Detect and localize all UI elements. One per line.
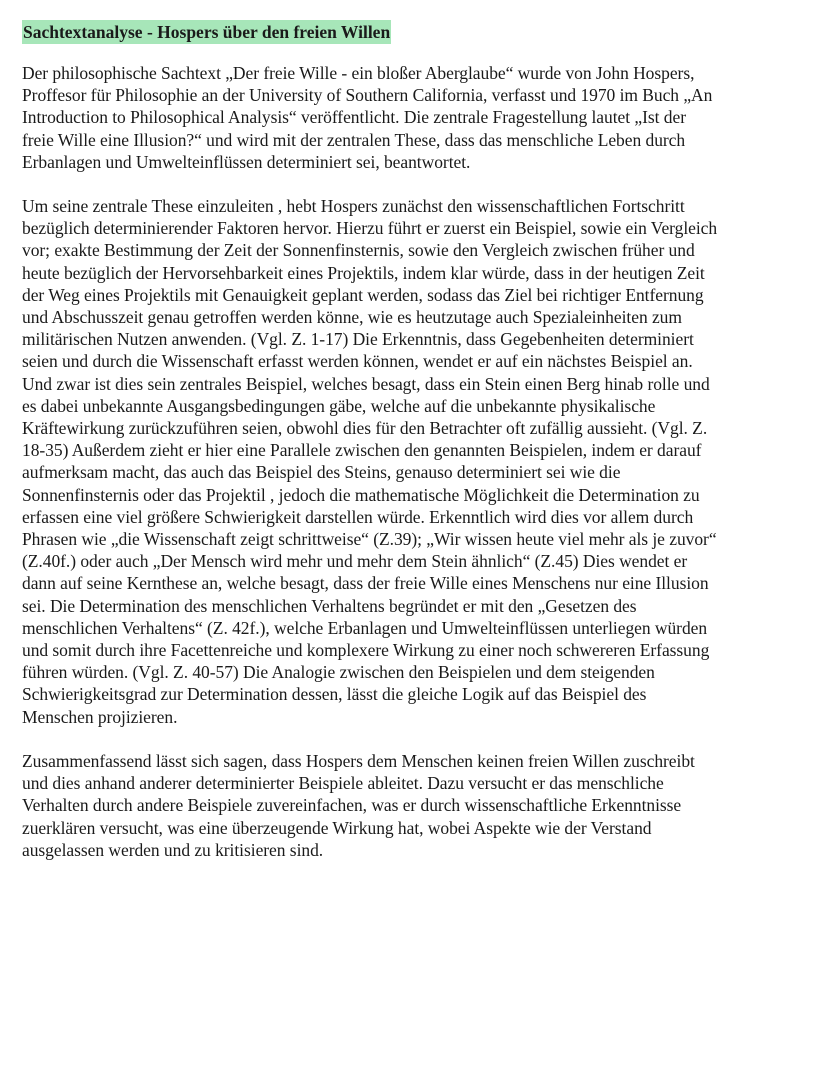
paragraph-main-analysis: Um seine zentrale These einzuleiten , hebt Hospers zunächst den wissenschaftlichen Fortschritt bezüglich determinierender Faktoren hervor. Hierzu führt er zuerst ein Beispiel, sowie ein Vergleich vor; exakte Bestimmung der Zeit der Sonnenfinsternis, sowie den Vergleich zwischen früher und heute bezüglich der Hervorsehbarkeit eines Projektils, indem klar würde, dass in der heutigen Zeit der Weg eines Projektils mit Genauigkeit geplant werden, sodass das Ziel bei richtiger Entfernung und Abschusszeit genau getroffen werden könne, wie es heutzutage auch Spezialeinheiten zum militärischen Nutzen anwenden. (Vgl. Z. 1-17) Die Erkenntnis, dass Gegebenheiten determiniert seien und durch die Wissenschaft erfasst werden können, wendet er auf ein nächstes Beispiel an. Und zwar ist dies sein zentrales Beispiel, welches besagt, dass ein Stein einen Berg hinab rolle und es dabei unbekannte Ausgangsbedingungen gäbe, welche auf die unbekannte physikalische Kräftewirkung zurückzuführen seien, obwohl dies für den Betrachter oft zufällig aussieht. (Vgl. Z. 18-35) Außerdem zieht er hier eine Parallele zwischen den genannten Beispielen, indem er darauf aufmerksam macht, das auch das Beispiel des Steins, genauso determiniert sei wie die Sonnenfinsternis oder das Projektil , jedoch die mathematische Möglichkeit die Determination zu erfassen eine viel größere Schwierigkeit darstellen würde. Erkenntlich wird dies vor allem durch Phrasen wie „die Wissenschaft zeigt schrittweise“ (Z.39); „Wir wissen heute viel mehr als je zuvor“ (Z.40f.) oder auch „Der Mensch wird mehr und mehr dem Stein ähnlich“ (Z.45) Dies wendet er dann auf seine Kernthese an, welche besagt, dass der freie Wille eines Menschens nur eine Illusion sei. Die Determination des menschlichen Verhaltens begründet er mit den „Gesetzen des menschlichen Verhaltens“ (Z. 42f.), welche Erbanlagen und Umwelteinflüssen unterliegen würden und somit durch ihre Facettenreiche und komplexere Wirkung zu einer noch schwereren Erfassung führen würden. (Vgl. Z. 40-57) Die Analogie zwischen den Beispielen und dem steigenden Schwierigkeitsgrad zur Determination dessen, lässt die gleiche Logik auf das Beispiel des Menschen projizieren. xyxy=(22,196,718,727)
paragraph-conclusion: Zusammenfassend lässt sich sagen, dass Hospers dem Menschen keinen freien Willen zuschreibt und dies anhand anderer determinierter Beispiele ableitet. Dazu versucht er das menschliche Verhalten durch andere Beispiele zuvereinfachen, was er durch wissenschaftliche Erkenntnisse zuerklären versucht, was eine überzeugende Wirkung hat, wobei Aspekte wie der Verstand ausgelassen werden und zu kritisieren sind. xyxy=(22,750,695,860)
paragraph-introduction: Der philosophische Sachtext „Der freie Wille - ein bloßer Aberglaube“ wurde von John Hospers, Proffesor für Philosophie an der University of Southern California, verfasst und 1970 im Buch „An Introduction to Philosophical Analysis“ veröffentlicht. Die zentrale Fragestellung lautet „Ist der freie Wille eine Illusion?“ und wird mit der zentralen These, dass das menschliche Leben durch Erbanlagen und Umwelteinflüssen determiniert sei, beantwortet. xyxy=(22,63,713,172)
document-body xyxy=(22,20,814,861)
document-title: Sachtextanalyse - Hospers über den freien Willen xyxy=(23,22,391,42)
